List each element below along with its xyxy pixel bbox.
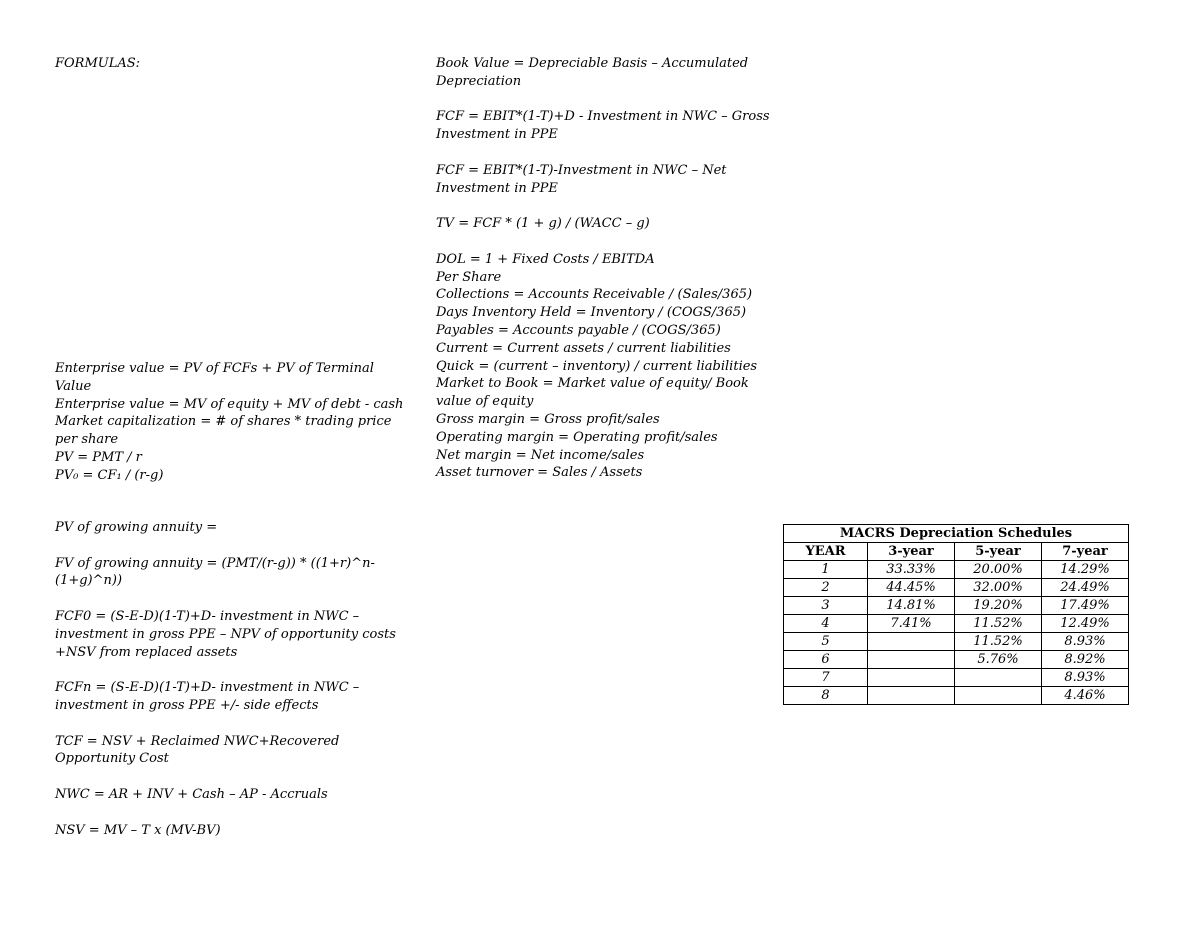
formula-line: Enterprise value = MV of equity + MV of debt - cash: [55, 396, 404, 412]
formula-line: Quick = (current – inventory) / current liabilities: [436, 358, 758, 374]
formula-line: Collections = Accounts Receivable / (Sales/365): [436, 287, 753, 303]
formula-line: value of equity: [436, 394, 534, 410]
formula-line: (1+g)^n)): [55, 573, 123, 589]
table-row: [784, 561, 1129, 579]
table-cell: 5: [784, 633, 868, 651]
formulas-heading: [55, 55, 140, 73]
formula-line: NSV = MV – T x (MV-BV): [55, 822, 221, 838]
formula-line: FCFn = (S-E-D)(1-T)+D- investment in NWC –: [55, 680, 360, 696]
table-cell: 8.93%: [1042, 633, 1129, 651]
valuation-formulas: [55, 360, 403, 485]
formula-line: Net margin = Net income/sales: [436, 447, 645, 463]
formula-line: DOL = 1 + Fixed Costs / EBITDA: [436, 251, 655, 267]
formula-line: Market to Book = Market value of equity/ Book: [436, 376, 749, 392]
formula-line: FCF = EBIT*(1-T)+D - Investment in NWC – Gross: [436, 109, 770, 125]
table-cell: [955, 687, 1042, 705]
column-header-5-year: 5-year: [955, 543, 1042, 561]
formula-line: FCF0 = (S-E-D)(1-T)+D- investment in NWC –: [55, 608, 360, 624]
table-cell: 11.52%: [955, 633, 1042, 651]
formula-line: Days Inventory Held = Inventory / (COGS/365): [436, 305, 747, 321]
formula-line: Investment in PPE: [436, 127, 558, 143]
macrs-depreciation-table: [783, 524, 1129, 705]
formula-line: investment in gross PPE +/- side effects: [55, 697, 319, 713]
table-cell: 8.92%: [1042, 651, 1129, 669]
table-header-row: [784, 543, 1129, 561]
table-row: [784, 579, 1129, 597]
table-cell: 3: [784, 597, 868, 615]
formula-line: Investment in PPE: [436, 180, 558, 196]
formula-line: Value: [55, 378, 92, 394]
formula-line: Opportunity Cost: [55, 751, 169, 767]
table-row: [784, 669, 1129, 687]
table-cell: 44.45%: [868, 579, 955, 597]
formula-line: PV₀ = CF₁ / (r-g): [55, 467, 164, 483]
column-header-year: YEAR: [784, 543, 868, 561]
table-row: [784, 651, 1129, 669]
table-cell: 24.49%: [1042, 579, 1129, 597]
table-cell: 12.49%: [1042, 615, 1129, 633]
table-cell: [955, 669, 1042, 687]
table-cell: 33.33%: [868, 561, 955, 579]
table-cell: 8.93%: [1042, 669, 1129, 687]
column-header-3-year: 3-year: [868, 543, 955, 561]
formula-line: Operating margin = Operating profit/sales: [436, 429, 718, 445]
formula-line: +NSV from replaced assets: [55, 644, 238, 660]
table-cell: 5.76%: [955, 651, 1042, 669]
table-row: [784, 687, 1129, 705]
formula-line: PV of growing annuity =: [55, 520, 218, 535]
formula-line: Payables = Accounts payable / (COGS/365): [436, 322, 721, 338]
table-cell: 4: [784, 615, 868, 633]
table-title-row: [784, 525, 1129, 543]
table-cell: [868, 651, 955, 669]
table-cell: 19.20%: [955, 597, 1042, 615]
table-cell: 8: [784, 687, 868, 705]
table-cell: 7: [784, 669, 868, 687]
formula-line: FV of growing annuity = (PMT/(r-g)) * ((1+r)^n-: [55, 555, 375, 571]
financial-ratio-formulas: [436, 55, 770, 482]
formulas-heading-text: FORMULAS:: [55, 56, 141, 71]
formula-line: PV = PMT / r: [55, 449, 142, 465]
table-cell: 2: [784, 579, 868, 597]
table-cell: 20.00%: [955, 561, 1042, 579]
formula-line: FCF = EBIT*(1-T)-Investment in NWC – Net: [436, 162, 727, 178]
formula-line: TV = FCF * (1 + g) / (WACC – g): [436, 216, 650, 232]
table-cell: 14.81%: [868, 597, 955, 615]
formula-line: Current = Current assets / current liabilities: [436, 340, 731, 356]
formula-line: Enterprise value = PV of FCFs + PV of Terminal: [55, 361, 374, 376]
column-header-7-year: 7-year: [1042, 543, 1129, 561]
table-row: [784, 633, 1129, 651]
formula-line: Market capitalization = # of shares * trading price: [55, 414, 392, 430]
cash-flow-formulas: [55, 519, 396, 839]
table-cell: 32.00%: [955, 579, 1042, 597]
table-cell: 14.29%: [1042, 561, 1129, 579]
formula-line: per share: [55, 432, 119, 448]
table-title: MACRS Depreciation Schedules: [784, 525, 1129, 543]
formula-line: investment in gross PPE – NPV of opportunity costs: [55, 626, 396, 642]
formula-line: Gross margin = Gross profit/sales: [436, 411, 660, 427]
table-cell: 7.41%: [868, 615, 955, 633]
table-cell: 11.52%: [955, 615, 1042, 633]
formula-line: Depreciation: [436, 73, 522, 89]
formula-line: NWC = AR + INV + Cash – AP - Accruals: [55, 786, 328, 802]
table-row: [784, 597, 1129, 615]
formula-line: Per Share: [436, 269, 502, 285]
formula-line: Asset turnover = Sales / Assets: [436, 465, 643, 481]
formula-line: Book Value = Depreciable Basis – Accumulated: [436, 56, 749, 71]
table-cell: 1: [784, 561, 868, 579]
table-cell: 6: [784, 651, 868, 669]
formula-line: TCF = NSV + Reclaimed NWC+Recovered: [55, 733, 340, 749]
table-row: [784, 615, 1129, 633]
table-cell: 17.49%: [1042, 597, 1129, 615]
table-cell: [868, 633, 955, 651]
table-cell: [868, 687, 955, 705]
table-cell: [868, 669, 955, 687]
table-cell: 4.46%: [1042, 687, 1129, 705]
